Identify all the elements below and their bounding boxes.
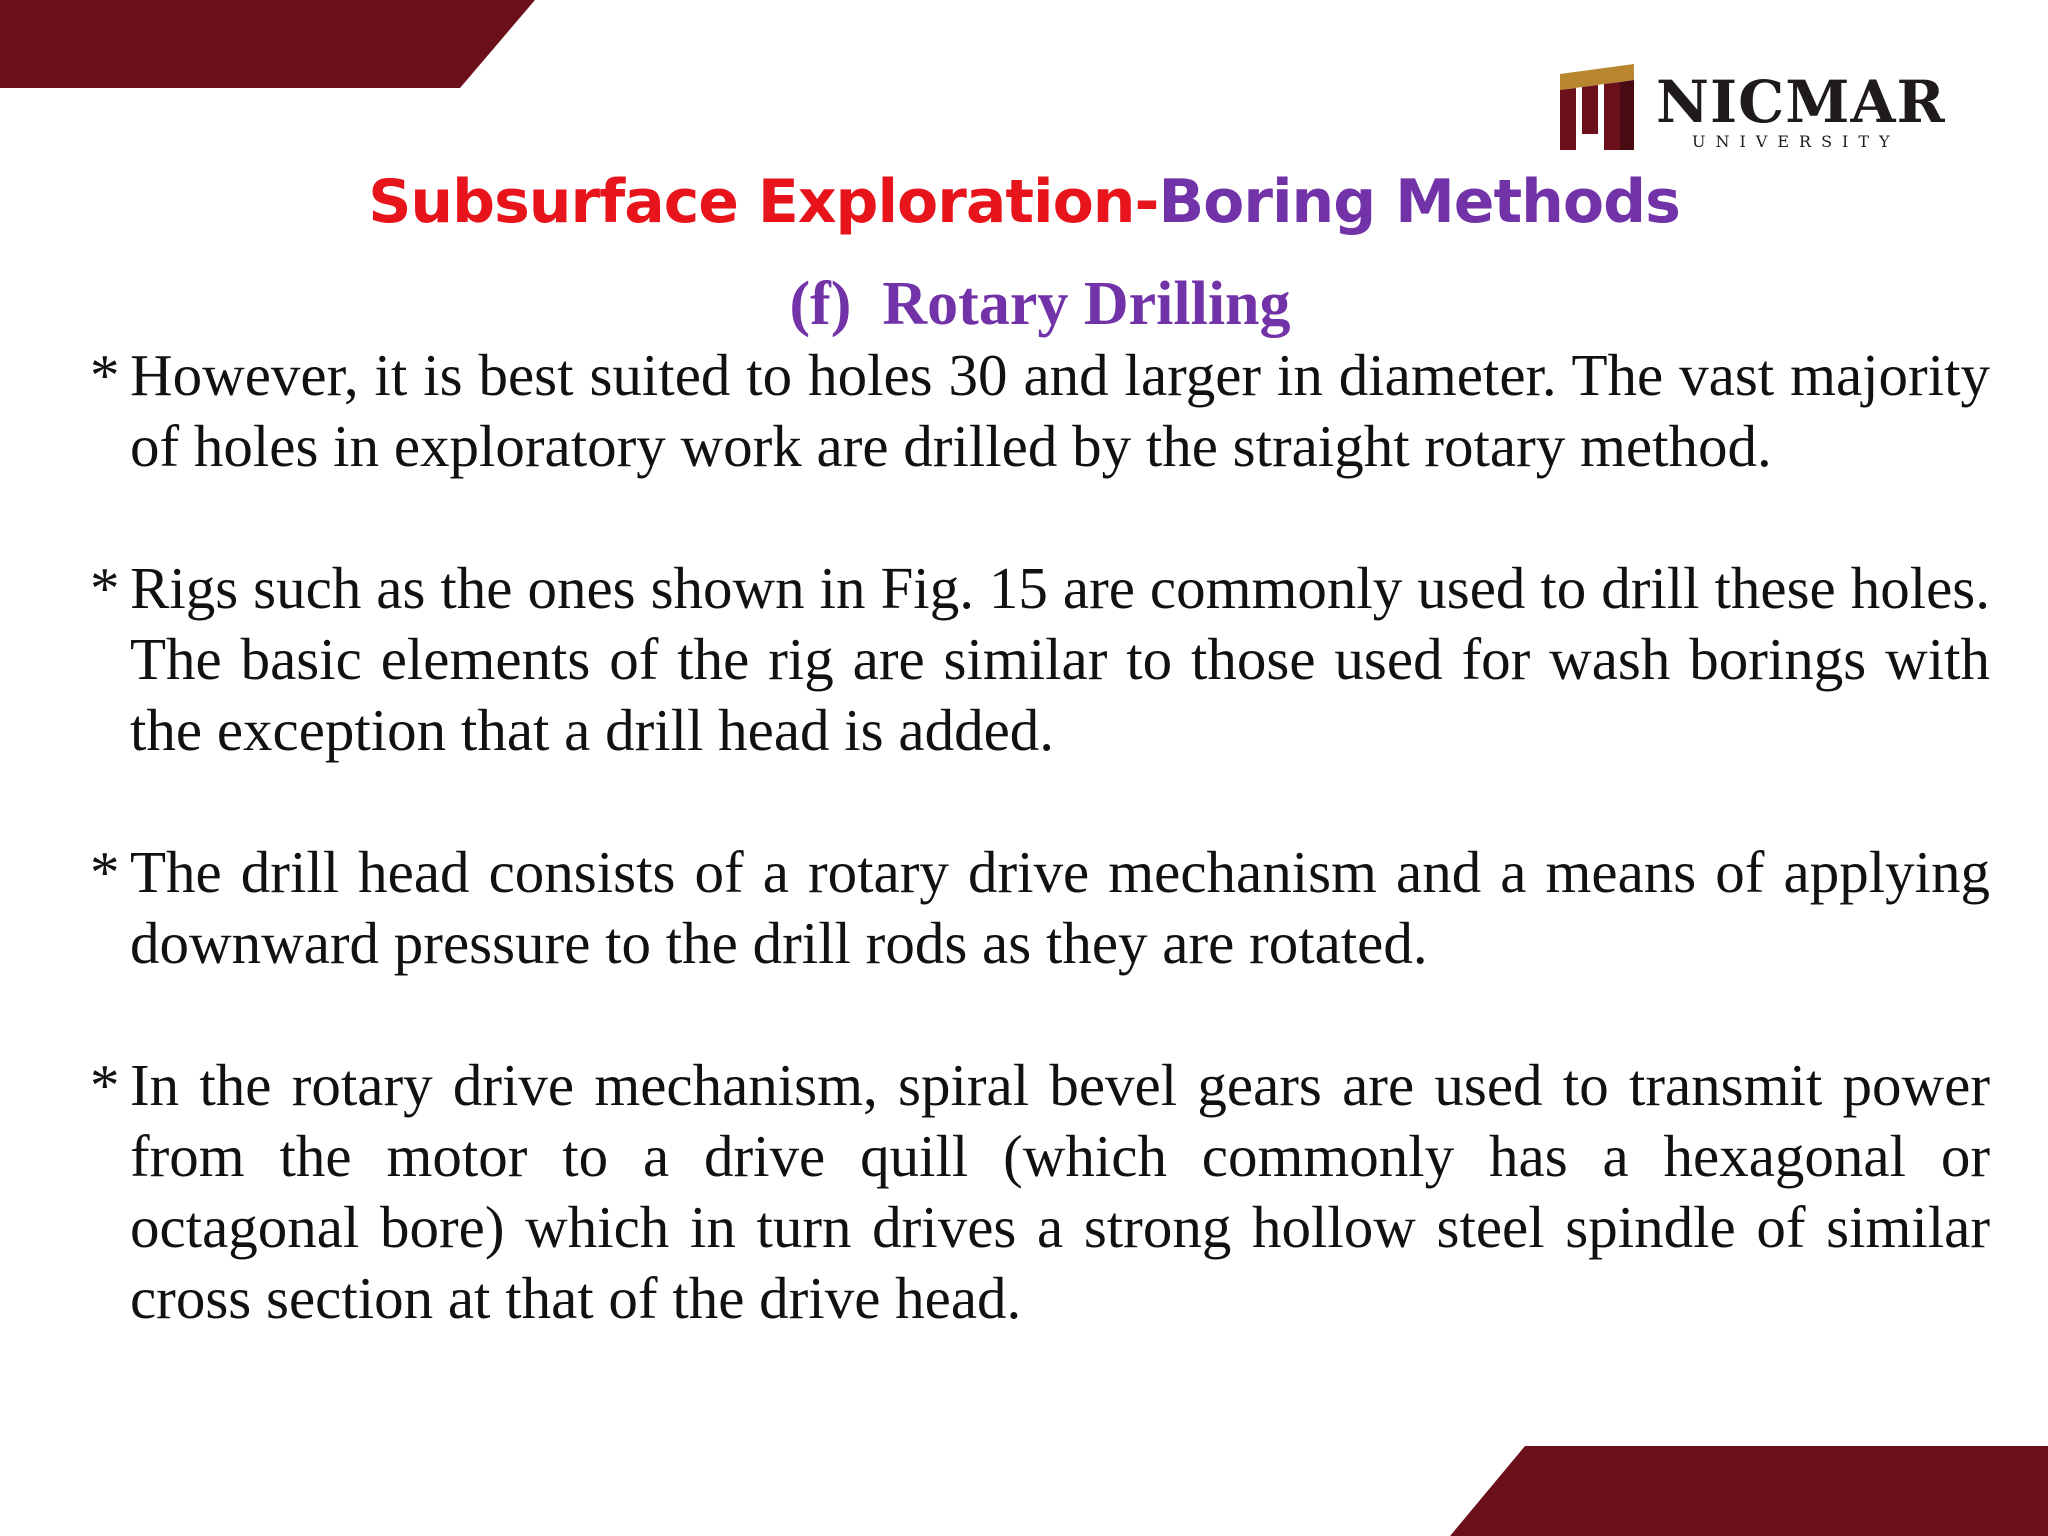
bullet-item (90, 1050, 1990, 1334)
bottom-right-corner-band (1450, 1446, 2048, 1536)
slide-subtitle: (f) Rotary Drilling (789, 270, 1291, 338)
bullet-text: However, it is best suited to holes 30 and larger in diameter. The vast majority of holes in exploratory work are drilled by the straight rotary method. (130, 342, 1990, 479)
nicmar-logo (1560, 64, 1960, 154)
logo-name: NICMAR (1656, 68, 1946, 136)
slide-title-part1: Subsurface Exploration- (368, 167, 1159, 237)
bullet-list (90, 340, 1990, 1405)
bullet-text: In the rotary drive mechanism, spiral bevel gears are used to transmit power from the motor to a drive quill (which commonly has a hexagonal or octagonal bore) which in turn drives a strong hollow steel spindle of similar cross section at that of the drive head. (130, 1052, 1990, 1331)
logo-subtitle: UNIVERSITY (1692, 132, 1900, 151)
bullet-star-icon: * (90, 839, 120, 905)
bullet-star-icon: * (90, 342, 120, 408)
bullet-star-icon: * (90, 555, 120, 621)
bullet-text: Rigs such as the ones shown in Fig. 15 are commonly used to drill these holes. The basic elements of the rig are similar to those used for wash borings with the exception that a drill head is added. (130, 555, 1990, 763)
bullet-text: The drill head consists of a rotary drive mechanism and a means of applying downward pressure to the drill rods as they are rotated. (130, 839, 1990, 976)
slide-title-part2: Boring Methods (1158, 167, 1680, 237)
bullet-item (90, 837, 1990, 979)
nicmar-logo-mark-icon (1560, 64, 1634, 150)
bullet-item (90, 553, 1990, 766)
top-left-corner-band (0, 0, 535, 88)
slide-title (0, 162, 2048, 242)
bullet-item (90, 340, 1990, 482)
bullet-star-icon: * (90, 1052, 120, 1118)
